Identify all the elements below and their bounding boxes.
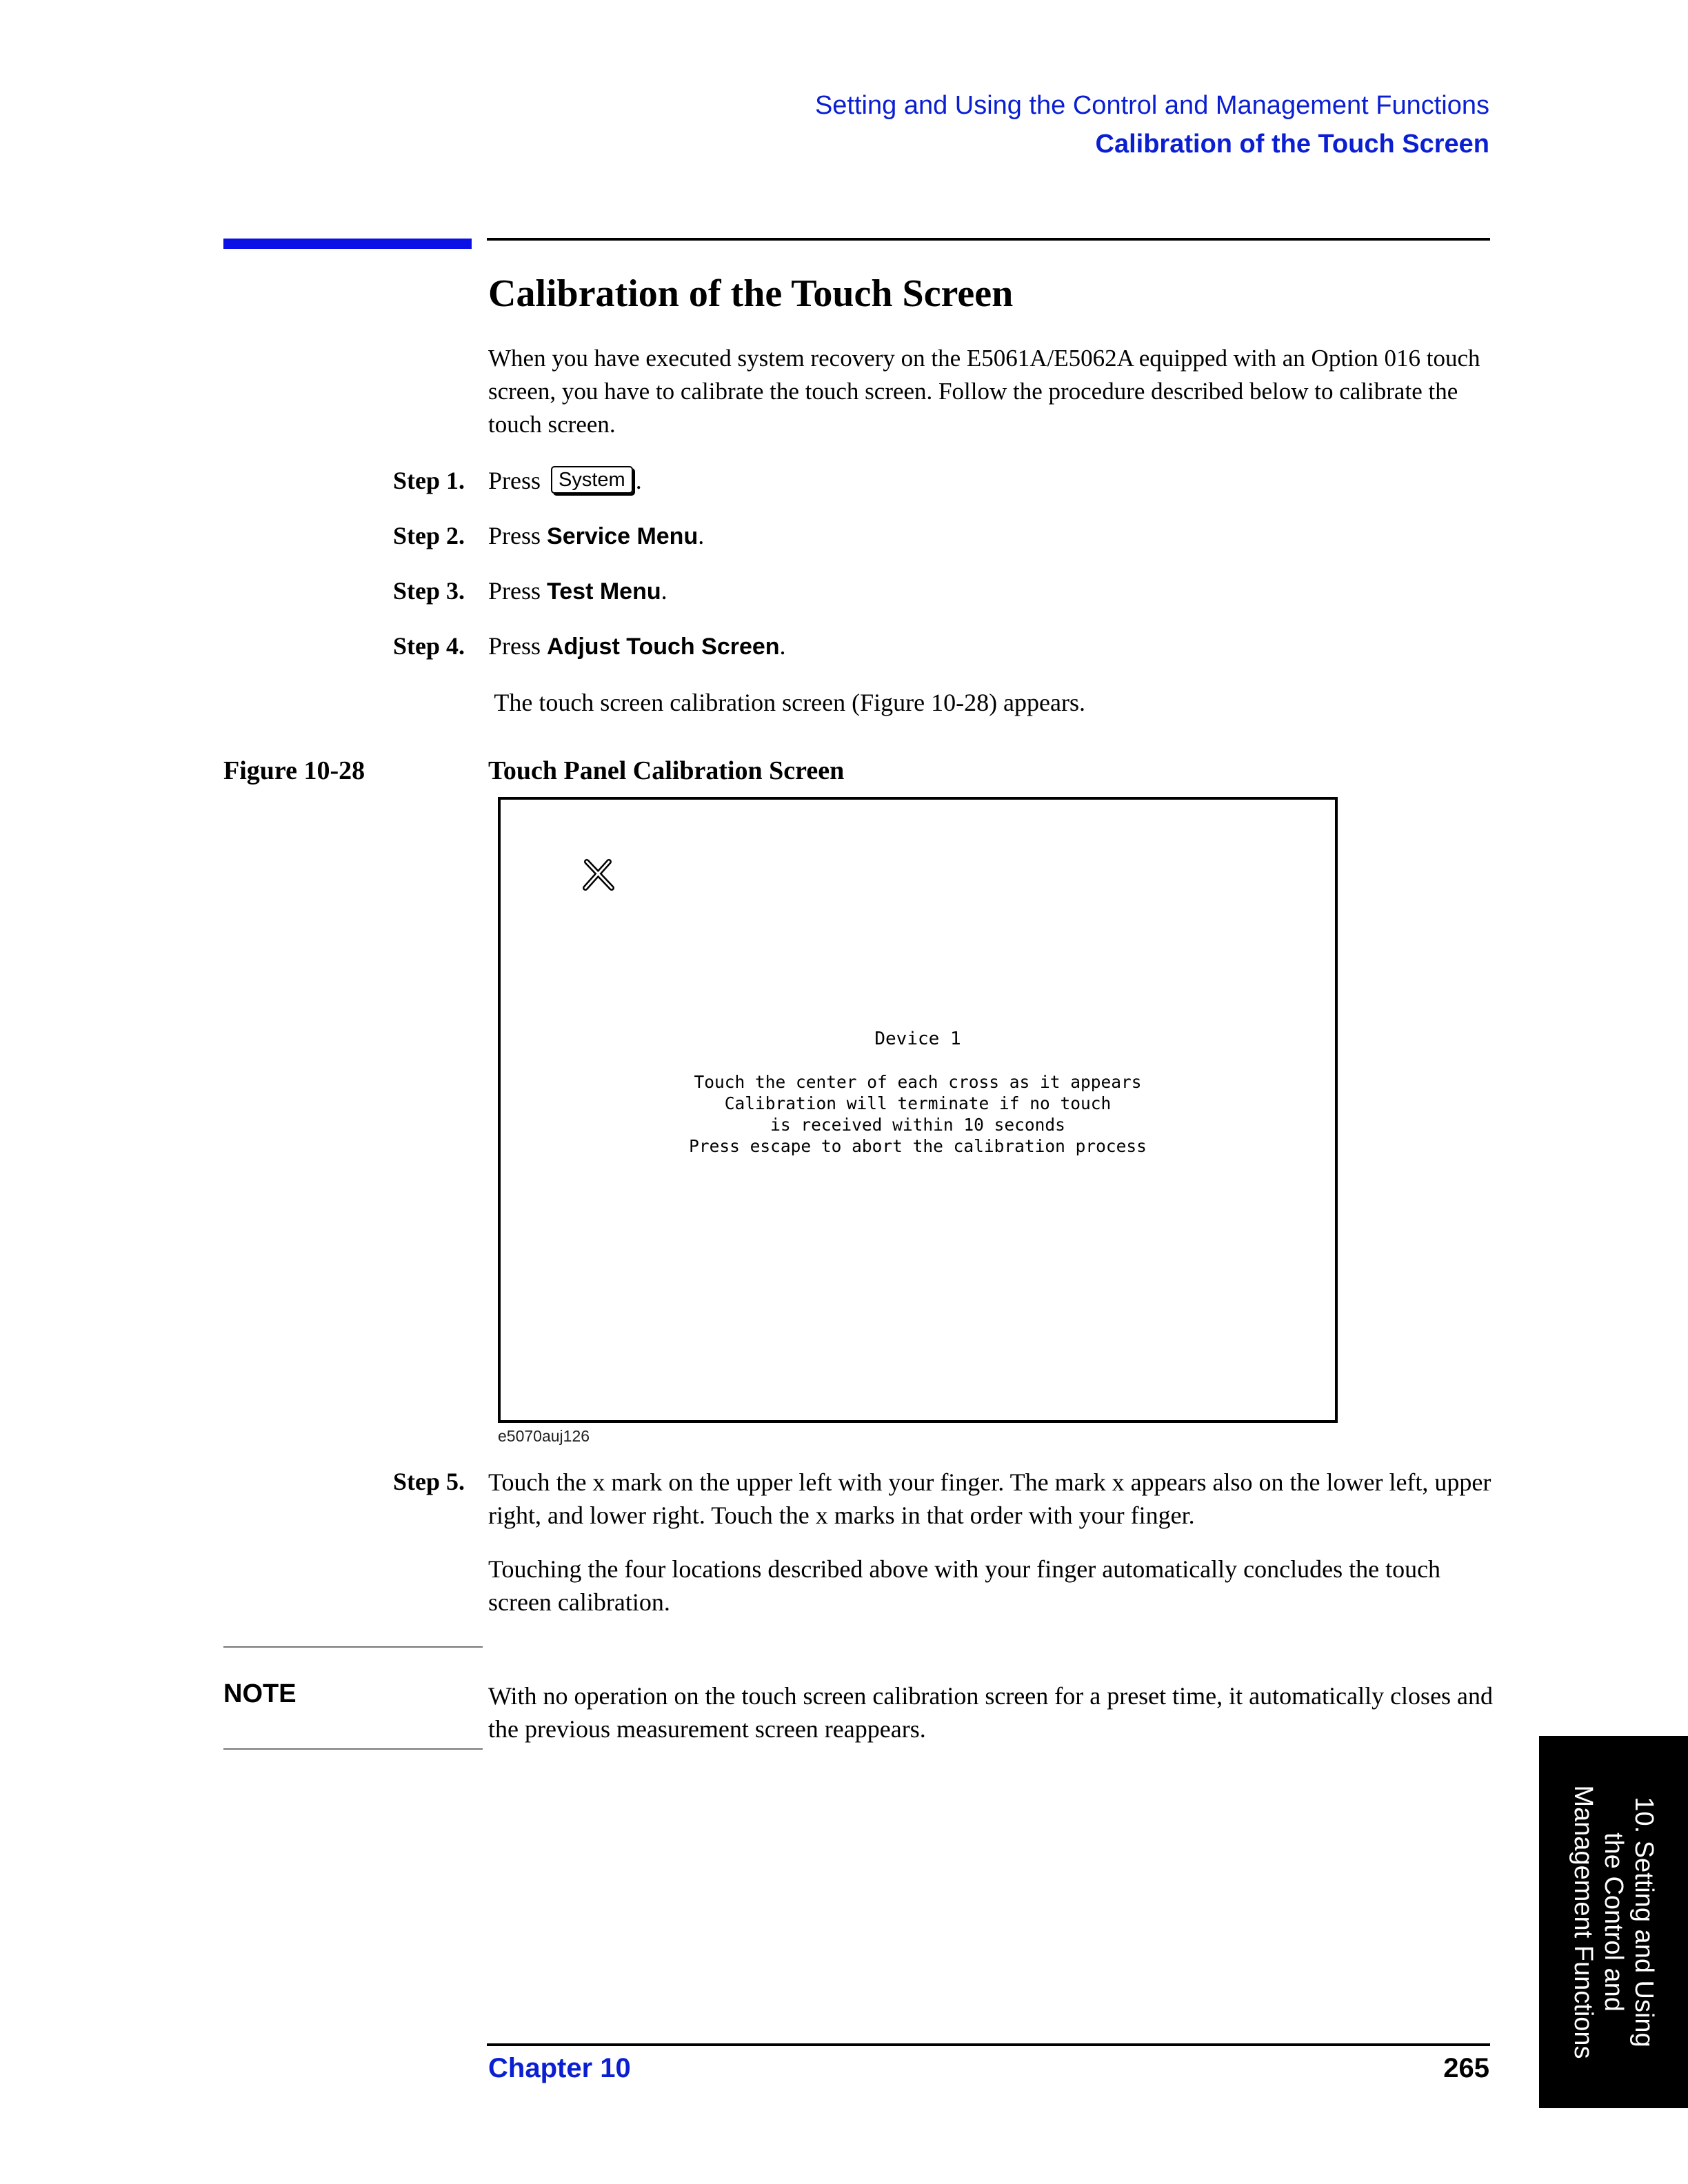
running-header-subsection: Calibration of the Touch Screen — [1095, 130, 1489, 159]
service-menu-softkey: Service Menu — [547, 523, 699, 549]
chapter-side-tab — [1539, 1736, 1688, 2108]
side-tab-line: the Control and — [1599, 1832, 1628, 2012]
test-menu-softkey: Test Menu — [547, 578, 661, 605]
figure-code: e5070auj126 — [498, 1427, 590, 1445]
step-3-label: Step 3. — [393, 577, 465, 605]
instruction-line: Touch the center of each cross as it appears — [694, 1072, 1142, 1092]
instruction-line: Press escape to abort the calibration process — [689, 1136, 1147, 1156]
step-3-prefix: Press — [488, 577, 541, 605]
calibration-cross-icon[interactable] — [580, 856, 619, 895]
step-5-label: Step 5. — [393, 1468, 465, 1495]
step-4-text — [488, 631, 786, 660]
note-top-rule — [223, 1646, 483, 1648]
footer-rule — [487, 2043, 1490, 2046]
figure-title: Touch Panel Calibration Screen — [488, 756, 845, 785]
step-2-label: Step 2. — [393, 522, 465, 549]
section-accent-bar — [223, 239, 472, 249]
note-label: NOTE — [223, 1679, 297, 1708]
page-title: Calibration of the Touch Screen — [488, 272, 1014, 315]
step-4-prefix: Press — [488, 632, 541, 660]
device-label: Device 1 — [874, 1029, 961, 1049]
step-1-label: Step 1. — [393, 467, 465, 494]
side-tab-line: Management Functions — [1569, 1785, 1598, 2059]
step-3-text — [488, 576, 667, 605]
adjust-touch-screen-softkey: Adjust Touch Screen — [547, 634, 780, 660]
system-hardkey: System — [551, 466, 633, 494]
step-1-prefix: Press — [488, 467, 541, 494]
step-2-suffix: . — [698, 522, 705, 549]
instruction-line: is received within 10 seconds — [770, 1115, 1065, 1135]
instruction-line: Calibration will terminate if no touch — [724, 1093, 1112, 1113]
calibration-instructions — [501, 1071, 1335, 1157]
footer-chapter: Chapter 10 — [488, 2053, 631, 2083]
step-3-suffix: . — [661, 577, 667, 605]
note-bottom-rule — [223, 1748, 483, 1750]
side-tab-line: 10. Setting and Using — [1629, 1797, 1658, 2048]
step-5-text: Touch the x mark on the upper left with your finger. The mark x appears also on the lower left, upper right, and lower right. Touch the x marks in that order with your finger. — [488, 1468, 1491, 1529]
step-2-text — [488, 521, 704, 550]
step-4-result: The touch screen calibration screen (Figure 10-28) appears. — [488, 689, 1085, 716]
side-tab-text — [1568, 1736, 1659, 2108]
note-text: With no operation on the touch screen calibration screen for a preset time, it automatically closes and the previous measurement screen reappears. — [488, 1682, 1494, 1743]
step-4-suffix: . — [779, 632, 786, 660]
conclusion-paragraph: Touching the four locations described above with your finger automatically concludes the touch screen calibration. — [488, 1555, 1441, 1616]
step-4-label: Step 4. — [393, 632, 465, 660]
touch-calibration-screen — [498, 797, 1338, 1423]
figure-label: Figure 10-28 — [223, 756, 365, 785]
page-number: 265 — [1443, 2053, 1489, 2083]
intro-paragraph: When you have executed system recovery on the E5061A/E5062A equipped with an Option 016 touch screen, you have to calibrate the touch screen. Follow the procedure described below to calibrate the touch screen. — [488, 345, 1480, 438]
step-1-suffix: . — [635, 467, 642, 494]
step-1-text — [488, 466, 642, 495]
section-top-rule — [487, 238, 1490, 241]
running-header-section: Setting and Using the Control and Management Functions — [814, 91, 1489, 120]
step-2-prefix: Press — [488, 522, 541, 549]
